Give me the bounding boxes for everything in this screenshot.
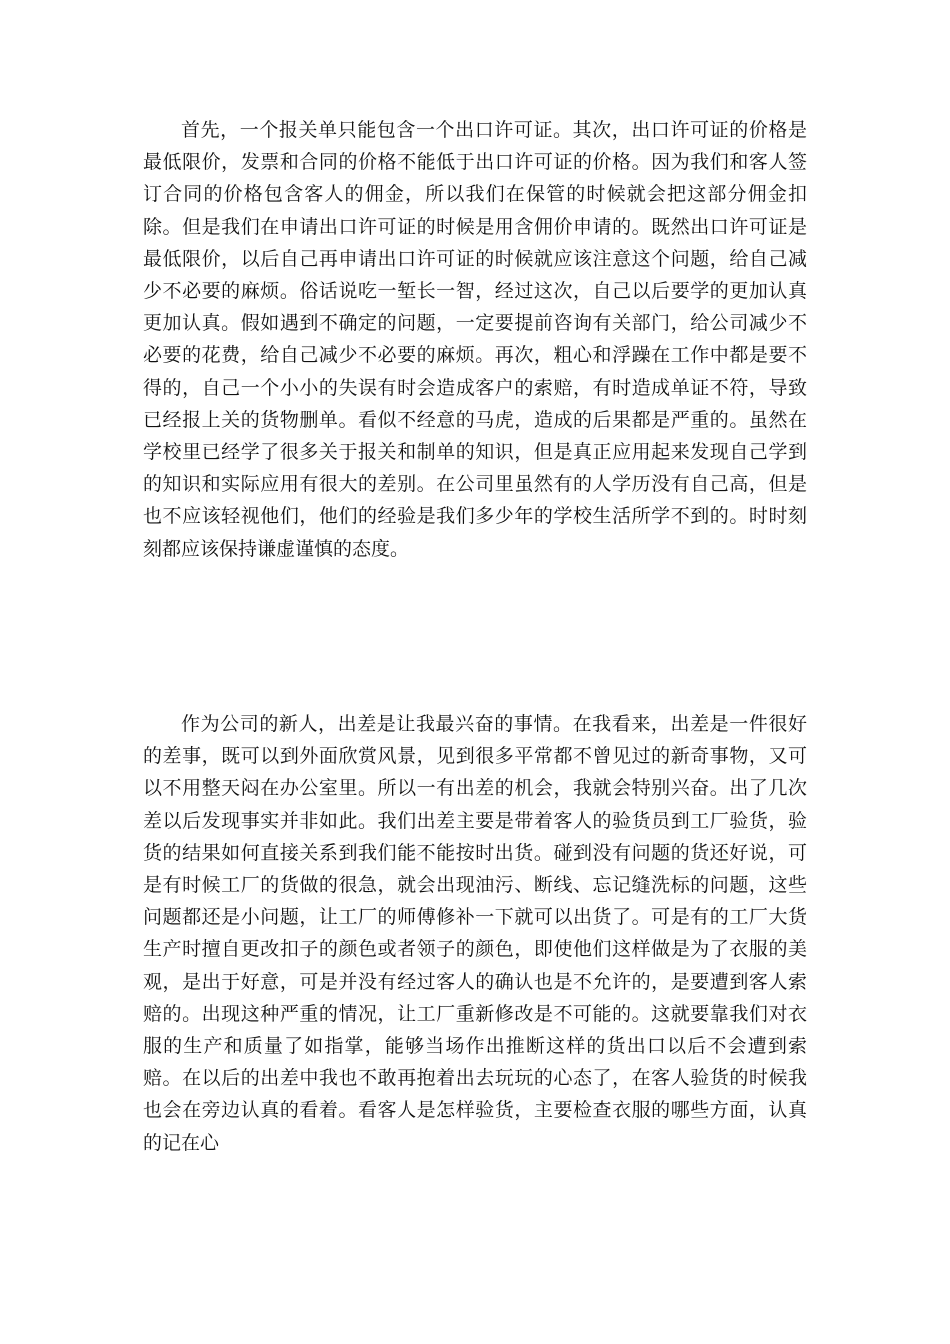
paragraph-business-trip: 作为公司的新人，出差是让我最兴奋的事情。在我看来，出差是一件很好的差事，既可以到外面欣赏风景，见到很多平常都不曾见过的新奇事物，又可以不用整天闷在办公室里。所以一有出差的机会，我就会特别兴奋。出了几次差以后发现事实并非如此。我们出差主要是带着客人的验货员到工厂验货，验货的结果如何直接关系到我们能不能按时出货。碰到没有问题的货还好说，可是有时候工厂的货做的很急，就会出现油污、断线、忘记缝洗标的问题，这些问题都还是小问题，让工厂的师傅修补一下就可以出货了。可是有的工厂大货生产时擅自更改扣子的颜色或者领子的颜色，即使他们这样做是为了衣服的美观，是出于好意，可是并没有经过客人的确认也是不允许的，是要遭到客人索赔的。出现这种严重的情况，让工厂重新修改是不可能的。这就要靠我们对衣服的生产和质量了如指掌，能够当场作出推断这样的货出口以后不会遭到索赔。在以后的出差中我也不敢再抱着出去玩玩的心态了，在客人验货的时候我也会在旁边认真的看着。看客人是怎样验货，主要检查衣服的哪些方面，认真的记在心 <box>143 713 807 1154</box>
paragraph-customs-declaration: 首先，一个报关单只能包含一个出口许可证。其次，出口许可证的价格是最低限价，发票和合同的价格不能低于出口许可证的价格。因为我们和客人签订合同的价格包含客人的佣金，所以我们在保管的时候就会把这部分佣金扣除。但是我们在申请出口许可证的时候是用含佣价申请的。既然出口许可证是最低限价，以后自己再申请出口许可证的时候就应该注意这个问题，给自己减少不必要的麻烦。俗话说吃一堑长一智，经过这次，自己以后要学的更加认真更加认真。假如遇到不确定的问题，一定要提前咨询有关部门，给公司减少不必要的花费，给自己减少不必要的麻烦。再次，粗心和浮躁在工作中都是要不得的，自己一个小小的失误有时会造成客户的索赔，有时造成单证不符，导致已经报上关的货物删单。看似不经意的马虎，造成的后果都是严重的。虽然在学校里已经学了很多关于报关和制单的知识，但是真正应用起来发现自己学到的知识和实际应用有很大的差别。在公司里虽然有的人学历没有自己高，但是也不应该轻视他们，他们的经验是我们多少年的学校生活所学不到的。时时刻刻都应该保持谦虚谨慎的态度。 <box>143 119 807 560</box>
